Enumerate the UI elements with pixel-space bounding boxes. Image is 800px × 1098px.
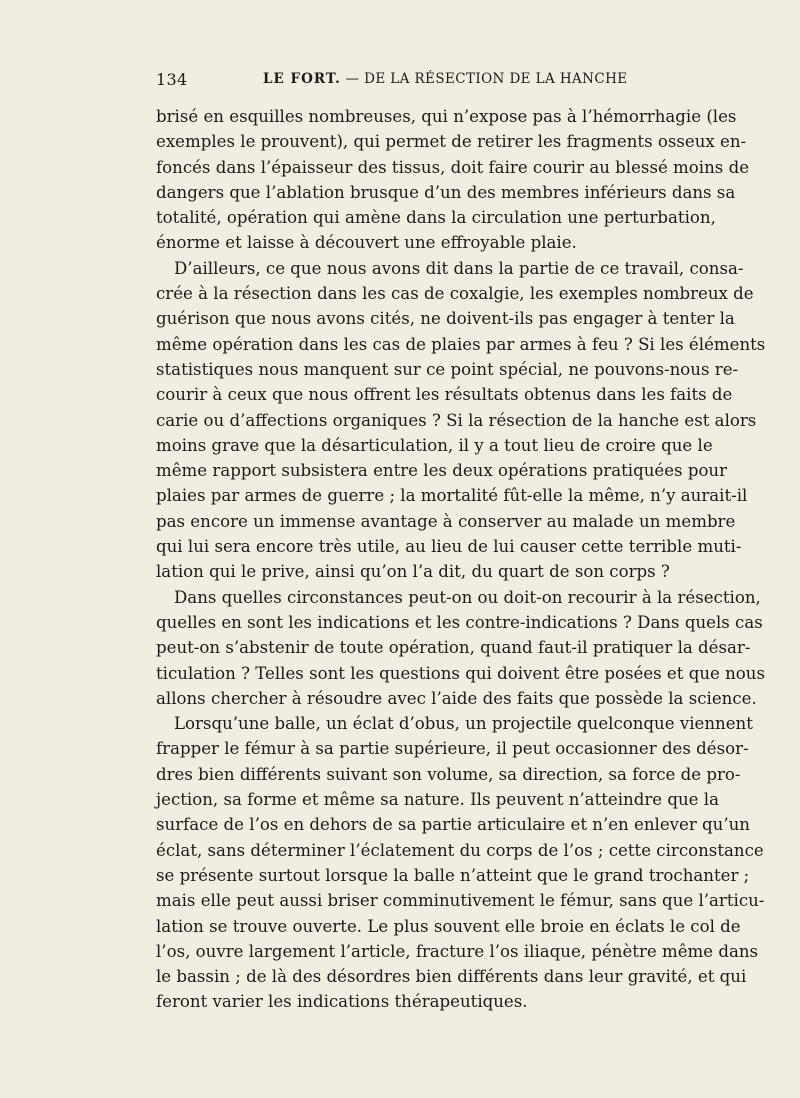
text-line: carie ou d’affections organiques ? Si la résection de la hanche est alors [156,410,757,430]
text-line: moins grave que la désarticulation, il y a tout lieu de croire que le [156,435,713,455]
text-line: même opération dans les cas de plaies par armes à feu ? Si les éléments [156,334,766,354]
text-line: Dans quelles circonstances peut-on ou doit-on recourir à la résection, [174,587,761,607]
text-line: totalité, opération qui amène dans la circulation une perturbation, [156,208,716,228]
text-line: allons chercher à résoudre avec l’aide des faits que possède la science. [156,688,757,708]
text-line: Lorsqu’une balle, un éclat d’obus, un projectile quelconque viennent [174,714,753,734]
text-line: dres bien différents suivant son volume, sa direction, sa force de pro- [156,764,741,784]
text-line: lation qui le prive, ainsi qu’on l’a dit, du quart de son corps ? [156,562,670,582]
text-line: jection, sa forme et même sa nature. Ils peuvent n’atteindre que la [156,790,719,810]
text-line: plaies par armes de guerre ; la mortalité fût-elle la même, n’y aurait-il [156,486,748,506]
text-line: énorme et laisse à découvert une effroyable plaie. [156,233,577,253]
text-line: l’os, ouvre largement l’article, fracture l’os iliaque, pénètre même dans [156,941,759,961]
page-number: 134 [156,70,188,89]
text-line: même rapport subsistera entre les deux opérations pratiquées pour [156,461,728,481]
body-text [156,104,766,1015]
text-line: le bassin ; de là des désordres bien différents dans leur gravité, et qui [156,967,747,987]
text-line: se présente surtout lorsque la balle n’atteint que le grand trochanter ; [156,865,750,885]
header-title: — DE LA RÉSECTION DE LA HANCHE [345,71,628,87]
text-line: statistiques nous manquent sur ce point spécial, ne pouvons-nous re- [156,359,739,379]
text-line: exemples le prouvent), qui permet de retirer les fragments osseux en- [156,132,747,152]
text-line: frapper le fémur à sa partie supérieure, il peut occasionner des désor- [156,739,749,759]
text-line: dangers que l’ablation brusque d’un des membres inférieurs dans sa [156,182,736,202]
text-line: éclat, sans déterminer l’éclatement du corps de l’os ; cette circonstance [156,840,764,860]
header-author: LE FORT. [263,71,341,87]
text-line: foncés dans l’épaisseur des tissus, doit faire courir au blessé moins de [156,157,750,177]
text-line: mais elle peut aussi briser comminutivement le fémur, sans que l’articu- [156,891,765,911]
text-line: brisé en esquilles nombreuses, qui n’expose pas à l’hémorrhagie (les [156,107,737,126]
running-header [156,70,676,94]
text-line: D’ailleurs, ce que nous avons dit dans la partie de ce travail, consa- [174,258,744,278]
text-line: lation se trouve ouverte. Le plus souvent elle broie en éclats le col de [156,916,741,936]
text-line: pas encore un immense avantage à conserver au malade un membre [156,511,736,531]
text-line: ticulation ? Telles sont les questions qui doivent être posées et que nous [156,663,765,683]
text-line: crée à la résection dans les cas de coxalgie, les exemples nombreux de [156,284,754,304]
text-line: quelles en sont les indications et les contre-indications ? Dans quels cas [156,612,763,632]
text-line: guérison que nous avons cités, ne doivent-ils pas engager à tenter la [156,309,735,329]
text-line: courir à ceux que nous offrent les résultats obtenus dans les faits de [156,385,733,405]
text-line: surface de l’os en dehors de sa partie articulaire et n’en enlever qu’un [156,815,750,835]
text-line: peut-on s’abstenir de toute opération, quand faut-il pratiquer la désar- [156,638,751,658]
text-line: feront varier les indications thérapeutiques. [156,992,528,1012]
text-line: qui lui sera encore très utile, au lieu de lui causer cette terrible muti- [156,537,742,557]
running-title [263,71,628,87]
